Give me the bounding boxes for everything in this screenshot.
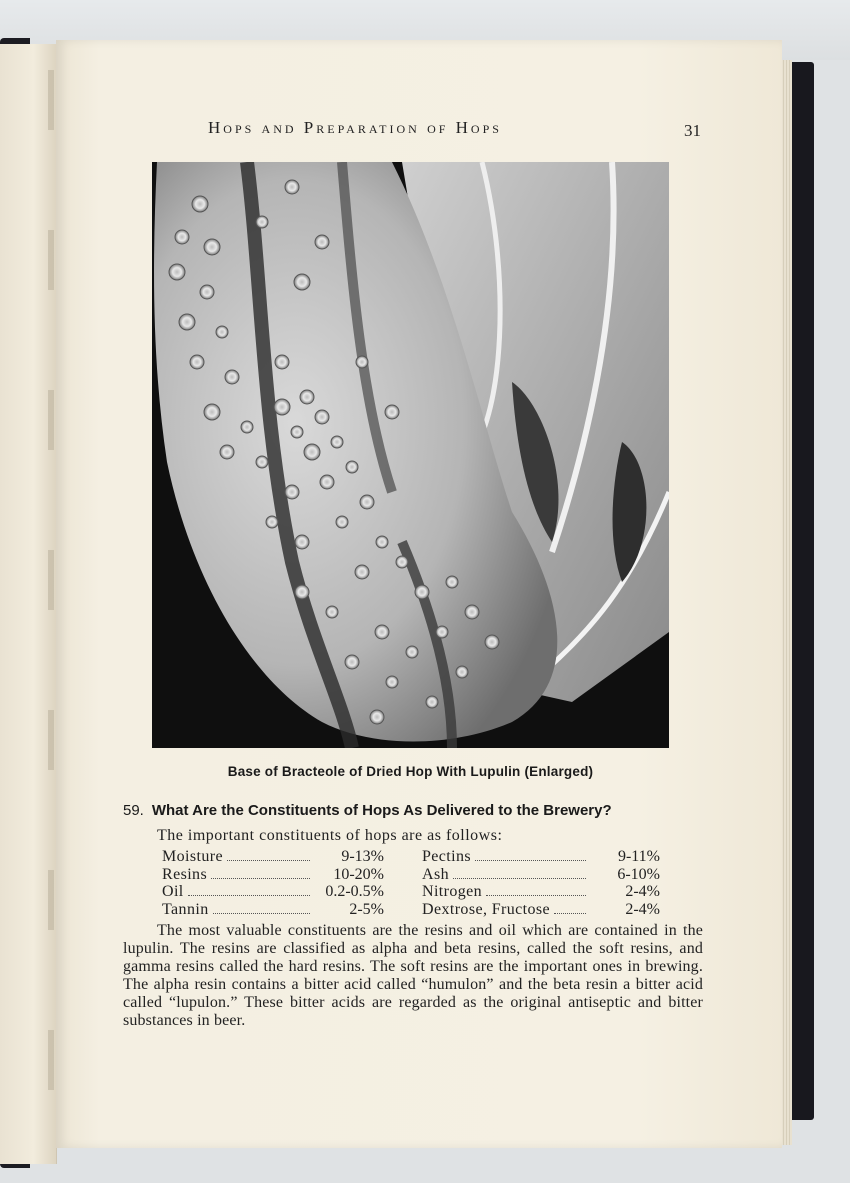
running-head: Hops and Preparation of Hops — [208, 118, 502, 137]
table-row — [162, 901, 662, 919]
constituent-name: Dextrose, Fructose — [422, 900, 551, 918]
leader-dots — [453, 867, 586, 879]
table-row — [162, 848, 662, 866]
leader-dots — [213, 902, 310, 914]
constituent-name: Pectins — [422, 848, 472, 865]
hop-bracteole-photo — [152, 162, 669, 748]
paragraph: The most valuable constituents are the resins and oil which are contained in the lupulin. The resins are classified as alpha and beta resins, called the soft resins, and gamma resins called the hard resins. The soft resins are the important ones in brewing. The alpha resin contains a bitter acid called “humulon” and the beta resin a bitter acid called “lupulon.” These bitter acids are regarded as the original antiseptic and bitter substances in beer. — [123, 922, 703, 1029]
table-row — [162, 866, 662, 884]
section-intro: The important constituents of hops are as follows: — [157, 827, 503, 844]
section-number: 59. — [123, 802, 144, 819]
leader-dots — [188, 884, 310, 896]
leader-dots — [554, 902, 586, 914]
section-heading — [123, 802, 612, 819]
constituents-table — [162, 848, 662, 918]
constituent-value: 2-4% — [625, 883, 660, 900]
page-number: 31 — [684, 121, 701, 140]
body-text — [123, 922, 703, 1030]
section-title: What Are the Constituents of Hops As Delivered to the Brewery? — [151, 802, 612, 819]
leader-dots — [211, 867, 310, 879]
constituent-name: Ash — [422, 865, 449, 883]
leader-dots — [486, 884, 586, 896]
leader-dots — [475, 849, 586, 861]
constituent-value: 10-20% — [333, 865, 384, 883]
constituent-value: 0.2-0.5% — [325, 883, 384, 900]
constituent-value: 2-5% — [349, 900, 384, 918]
constituent-value: 9-13% — [341, 848, 384, 865]
table-row — [162, 883, 662, 901]
constituent-name: Oil — [162, 883, 184, 900]
constituent-name: Tannin — [162, 900, 209, 918]
constituent-value: 9-11% — [617, 848, 660, 865]
constituent-value: 2-4% — [625, 900, 660, 918]
leader-dots — [227, 849, 310, 861]
constituent-name: Resins — [162, 865, 208, 883]
constituent-name: Nitrogen — [422, 883, 483, 900]
figure-caption: Base of Bracteole of Dried Hop With Lupulin (Enlarged) — [227, 764, 594, 779]
constituent-value: 6-10% — [617, 865, 660, 883]
constituent-name: Moisture — [162, 848, 223, 865]
binding-stitches — [48, 70, 54, 1120]
